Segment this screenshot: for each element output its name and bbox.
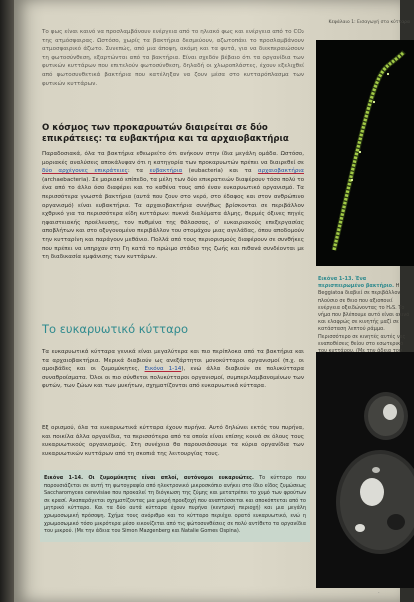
side-caption-text: Η Beggiatoa διαβιεί σε περιβάλλον πλούσιο σε θειο που αξιοποιεί ενέργεια οξειδώνοντας το H₂S. Το νήμα που βλέπουμε αυτό είναι ακινό και ελαφρώς σε κινητής μαζί σε κατάσταση λεπτού ράμμα. Περισσότερο σε κινητές αυτές νες εναποθέσεις θείου στο εσωτερικό [318,283,410,347]
figure-caption-text: Το κύτταρο που παρουσιάζεται σε αυτή τη φωτογραφία από ηλεκτρονικό μικροσκόπιο ανήκει στο ίδιο είδος ζυμώσεως Saccharomyces cerevisiae που προκαλεί τη διόγκωση της ζύμης και μετατρέπει το χυμό των φρούτων σε κρασί. Αναπαράγεται σχηματίζοντας μια μικρή προεξοχή που αναπτύσσεται και αποκόπτεται από το μητρικό κύτταρο. Και τα δύο αυτά κύτταρα έχουν πυρήνα (κεντρική περιοχή) και μια μεγάλη χρωμοσωμική πρόσοψη. Σχήμα τους ανόριθμο και το κύτταρο περιέχει ορατό ευκαρυωτικό, ενώ η χρωμοσωμικό τόσο μικρότερα μέσο εικονίζεται από τις φώτοσυνθέσεις σε πολύ αντίθετο τα οργανίδια του μικρού. (Με την άδεια του Simon Mazgenberg και Natalie Gomes Ospina). [44,475,306,535]
highlighted-term-archaebacteria: αρχαιοβακτήρια [257,168,304,175]
eukaryote-paragraph-text: Τα ευκαρυωτικά κύτταρα γενικά είναι μεγαλύτερα και πιο περίπλοκα από τα βακτήρια και τα αρχαιοβακτήρια. Μερικά διαβιούν ως ανεξάρτητοι μονοκύτταροι οργανισμοί (π.χ. οι αμοιβάδες και οι ζυμομύκητες, [42,349,304,373]
eukaryote-paragraph-1 [42,348,304,391]
intro-paragraph: Το φως είναι καινό να προσλαμβάνουν ενέργεια από το ηλιακό φως και ενέργεια από το CO₂ της ατμόσφαιρας. Ωστόσο, χωρίς τα βακτήρια δεσμεύουν, αζωτοπάει το προσλαμβάνουν ατμοσφαιρικό άζωτο. Συνεπώς, από μια άποψη, ακόμη και τα φυτά, για να διεκπεραιώσουν τη φωτοσύνθεση, εξαρτώνται από τα βακτήρια. Είναι σχεδόν βέβαιο ότι τα οργανίδια των φυτικών κυττάρων που επιτελούν φωτοσύνθεση, δηλαδή οι χλωροπλάστες, έχουν εξελιχθεί από φωτοσυνθετικά βακτήρια που κατέληξαν να ζουν μέσα στο κυτταρόπλασμα των φυτικών κυττάρων. [42,29,304,87]
main-heading: Το ευκαρυωτικό κύτταρο [42,322,189,336]
section-paragraph-text: Παραδοσιακά, όλα τα βακτήρια εθεωρείτο ότι ανήκουν στην ίδια μεγάλη ομάδα. Ωστόσο, μοριακές αναλύσεις αποκάλυψαν ότι η κατηγορία των προκαρυωτών πρέπει να διαιρεθεί σε [42,151,304,166]
yeast-micrograph [316,352,414,588]
book-page [14,0,410,602]
figure-reference: Εικόνα 1-14 [144,366,182,373]
section-paragraph-text: (eubacteria) και τα [182,168,258,175]
book-spine [0,0,14,602]
side-caption [318,276,410,362]
section-paragraph-text: (archaebacteria). Σε μοριακό επίπεδο, τα μέλη των δύο επικρατειών διαφέρουν τόσο πολύ το ένα από το άλλο όσο διαφέρει και το καθένα τους από έναν ευκαρυωτικό οργανισμό. Τα περισσότερα γνωστά βακτήρια (αυτά που ζουν στο νερό, στο έδαφος και στον ανθρώπινο οργανισμό) είναι ευβακτήρια. Τα αρχαιοβακτήρια συνήθως βρίσκονται σε περιβάλλον εχθρικό για τα περισσότερα είδη κυττάρων: πυκνά διαλύματα άλμης, θερμές όξινες πηγές ηφαιστειακής προέλευσης, τον πυθμένα της θάλασσας, ο' ευκαιριακούς επεξεργασίας αποβλήτων και στο οξυγονομένο περιβάλλον του στομάχου μιας αγελάδας, όπου αποδομούν την κυτταρίνη και παράγουν μεθάνιο. Πολλά από τους περιορισμούς διαφέρουν σε συνθήκες που πρέπει να υπηρχαν στη Γη κατά το πρώιμο στάδιο της ζωής και πιθανά συνδέονται με τη διαδικασία εμφάνισης των κυττάρων. [42,176,304,261]
section-paragraph [42,150,304,262]
highlighted-term-domains: δύο αρχέγονες επικράτειες [42,168,128,175]
bacterium-micrograph [316,40,414,266]
eukaryote-paragraph-text: ), ενώ άλλα διαβιούν σε πολυκύτταρα συναθροίσματα. Όλοι οι πιο σύνθετοι πολυκύτταροι οργανισμοί, συμπεριλαμβανομένων των φυτών, των ζώων και των μυκήτων, σχηματίζονται από ευκαρυωτικά κύτταρα. [42,366,305,390]
bacterium-micrograph-image [316,40,414,266]
side-caption-label: Εικόνα 1-13. Ένα περισπειρωμένο βακτήριο. [318,276,394,290]
running-head: Κεφάλαιο 1: Εισαγωγή στα κύτταρα [328,20,410,25]
figure-caption-label: Εικόνα 1-14. Οι ζυμομύκητες είναι απλοί, αυτόνομοι ευκαρυώτες. [44,475,254,481]
yeast-micrograph-image [316,352,414,588]
section-paragraph-text: : τα [127,168,150,175]
page-number-mark: ‐ [378,590,380,595]
figure-caption-box [40,470,310,542]
eukaryote-paragraph-2: Εξ ορισμού, όλα τα ευκαρυωτικά κύτταρα έχουν πυρήνα. Αυτό δηλώνει εκτός του πυρήνα, και ποικίλα άλλα οργανίδια, τα περισσότερα από τα οποία είναι επίσης κοινά σε όλους τους ευκαρυωτικούς οργανισμούς. Στη συνέχεια θα παρουσιάσουμε τα κύρια οργανίδια των ευκαρυωτικών κυττάρων από τη σκοπιά της λειτουργίας τους. [42,425,304,457]
section-heading: Ο κόσμος των προκαρυωτών διαιρείται σε δύο επικράτειες: τα ευβακτήρια και τα αρχαιοβακτήρια [42,123,289,144]
highlighted-term-eubacteria: ευβακτήρια [149,168,183,175]
